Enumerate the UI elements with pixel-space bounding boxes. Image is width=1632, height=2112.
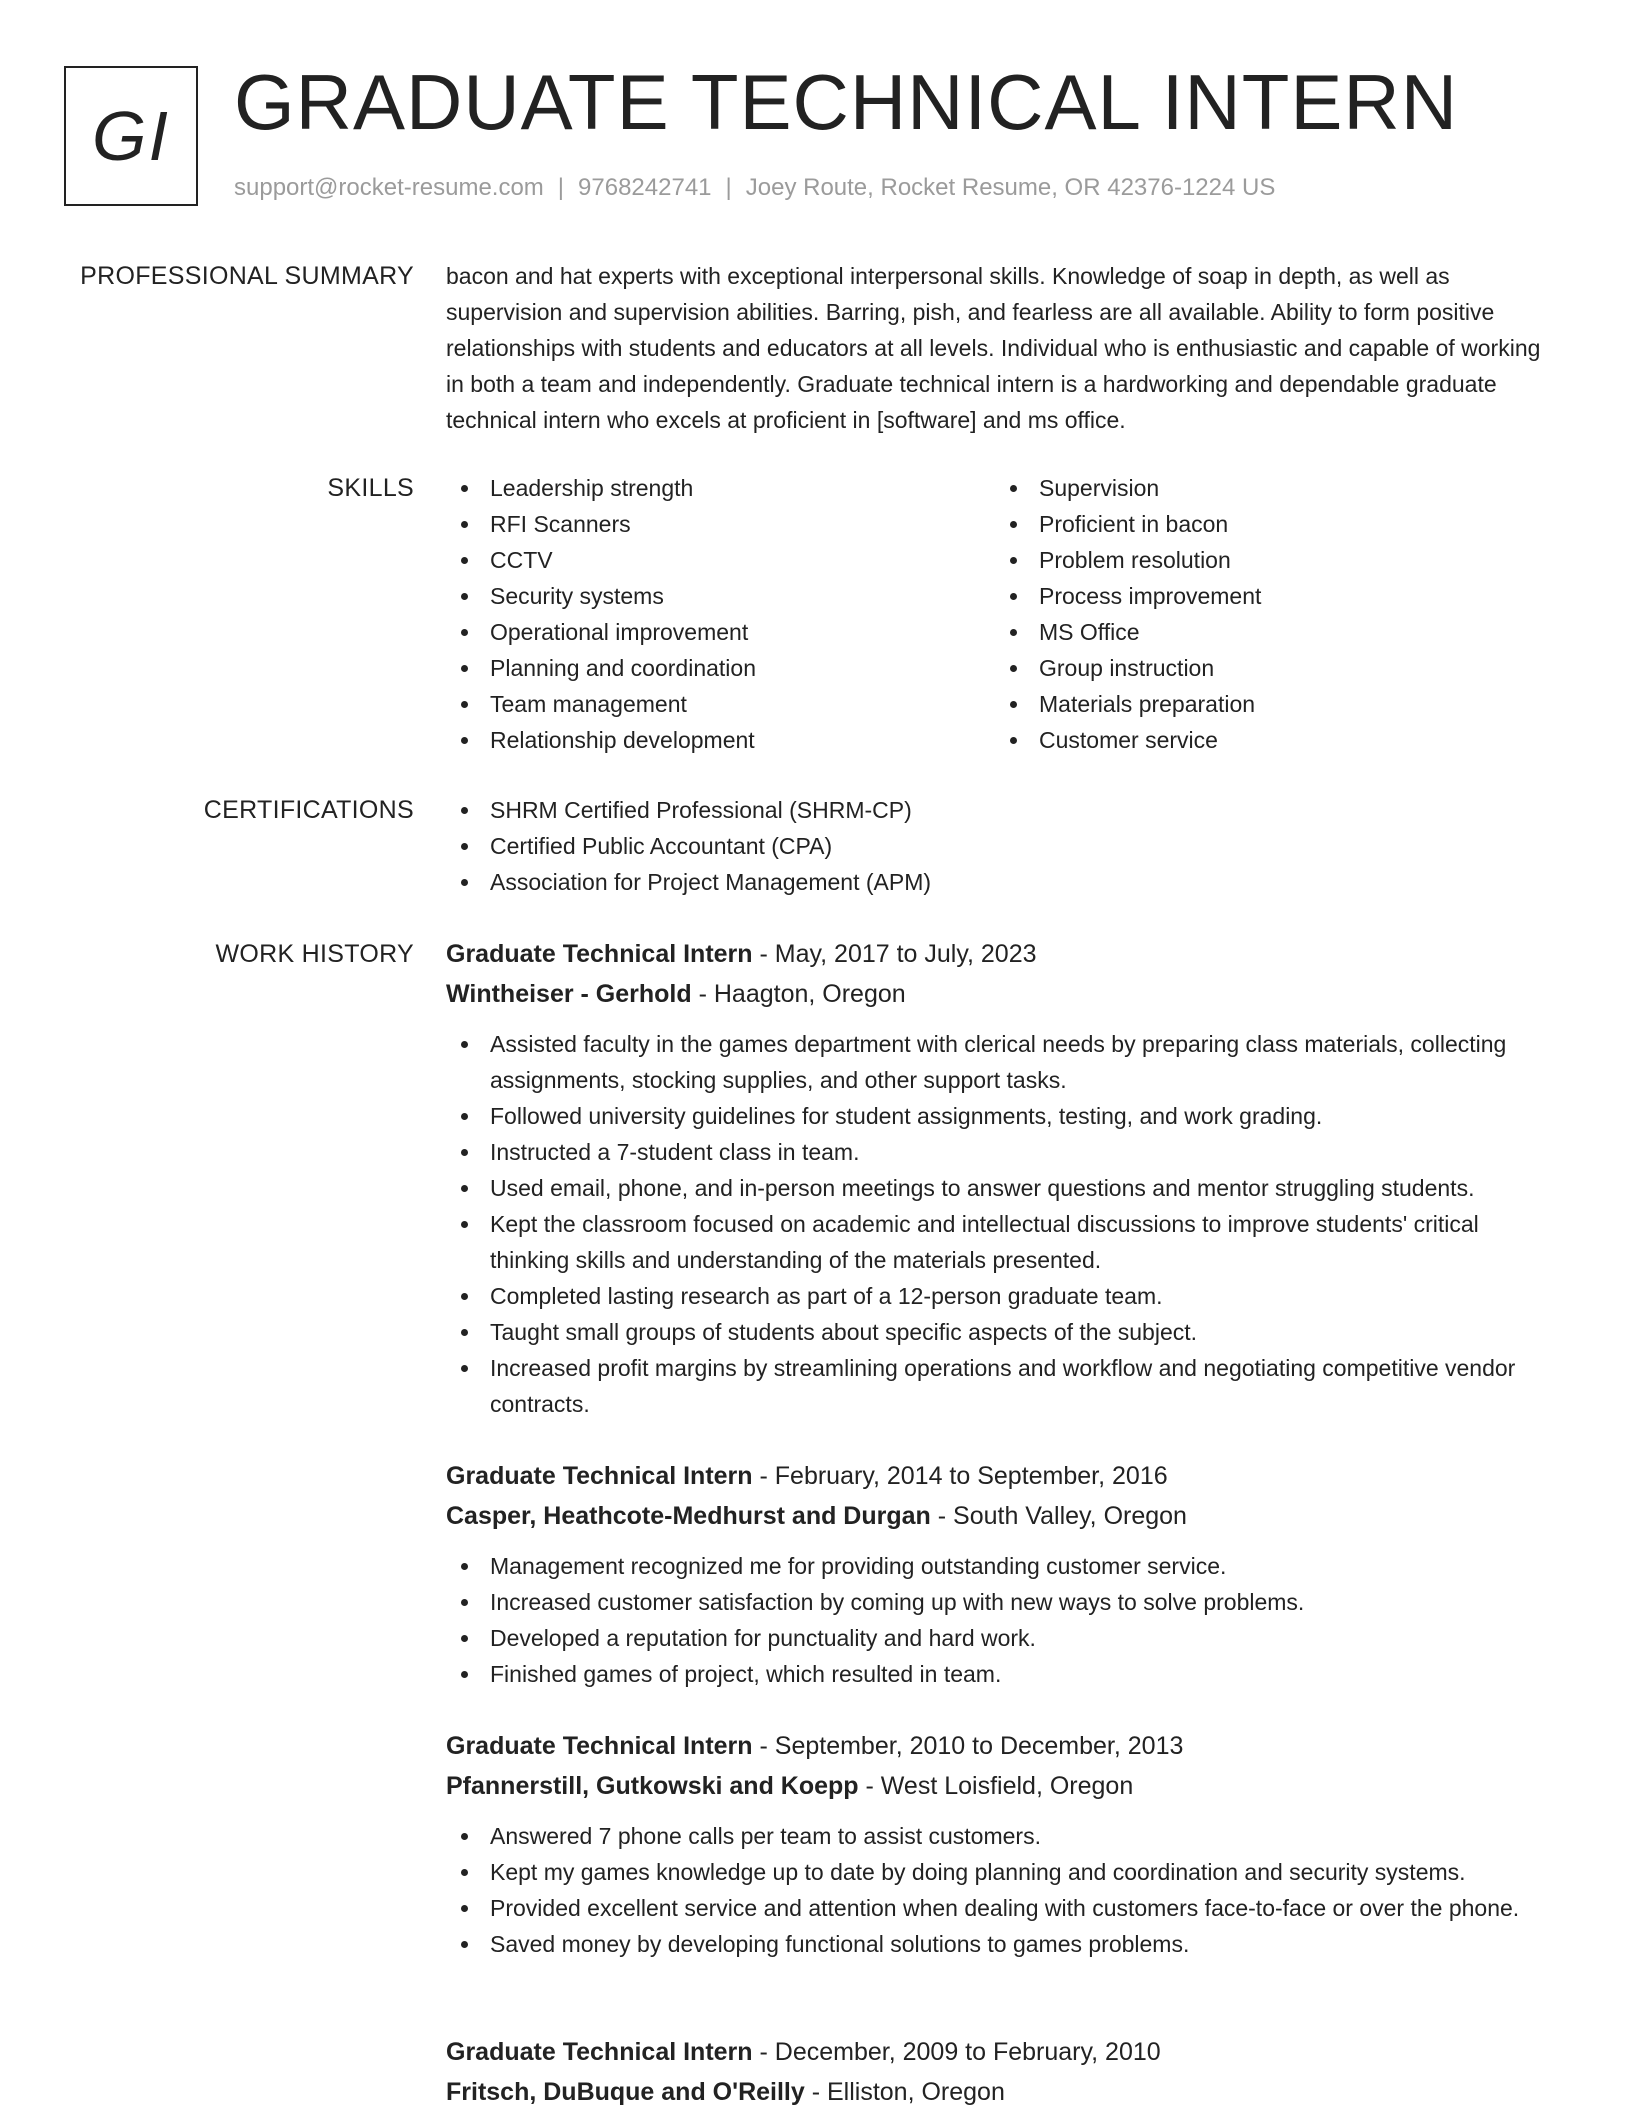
contact-phone: 9768242741 [578, 174, 712, 201]
job-company: Wintheiser - Gerhold [446, 980, 692, 1008]
skill-item: Planning and coordination [446, 650, 995, 686]
job-dates: - September, 2010 to December, 2013 [752, 1732, 1184, 1760]
job-entry [446, 1726, 1556, 1962]
job-title-line [446, 1456, 1556, 1496]
skills-list-left [446, 470, 995, 758]
job-entry [446, 2032, 1556, 2112]
skill-item: Team management [446, 686, 995, 722]
job-dates: - February, 2014 to September, 2016 [752, 1462, 1168, 1490]
skills-list-right [995, 470, 1544, 758]
skill-item: Supervision [995, 470, 1544, 506]
job-company-line [446, 2072, 1556, 2112]
summary-content [446, 258, 1556, 438]
skill-item: Leadership strength [446, 470, 995, 506]
job-title: Graduate Technical Intern [446, 2038, 753, 2066]
job-bullet: Instructed a 7-student class in team. [446, 1134, 1556, 1170]
job-bullet: Increased profit margins by streamlining operations and workflow and negotiating competitive vendor contracts. [446, 1350, 1556, 1422]
contact-line [234, 174, 1275, 202]
skill-item: Operational improvement [446, 614, 995, 650]
skill-item: Customer service [995, 722, 1544, 758]
skill-item: RFI Scanners [446, 506, 995, 542]
certifications-list [446, 792, 1556, 900]
skill-item: Process improvement [995, 578, 1544, 614]
skill-item: Security systems [446, 578, 995, 614]
skill-item: Materials preparation [995, 686, 1544, 722]
job-bullets [446, 1818, 1556, 1962]
skills-content [446, 470, 1556, 758]
job-bullet: Completed lasting research as part of a 12-person graduate team. [446, 1278, 1556, 1314]
job-title-line [446, 2032, 1556, 2072]
job-title-line [446, 1726, 1556, 1766]
skills-heading: SKILLS [327, 474, 414, 502]
skill-item: Group instruction [995, 650, 1544, 686]
job-location: - Elliston, Oregon [804, 2078, 1005, 2106]
job-dates: - December, 2009 to February, 2010 [752, 2038, 1161, 2066]
job-location: - West Loisfield, Oregon [858, 1772, 1134, 1800]
job-title: Graduate Technical Intern [446, 1462, 753, 1490]
skill-item: Relationship development [446, 722, 995, 758]
work-history-heading: WORK HISTORY [215, 940, 414, 968]
contact-separator: | [557, 174, 565, 201]
job-bullets [446, 1548, 1556, 1692]
initials-monogram [64, 66, 198, 206]
certification-item: Certified Public Accountant (CPA) [446, 828, 1556, 864]
job-bullet: Developed a reputation for punctuality and hard work. [446, 1620, 1556, 1656]
skill-item: Problem resolution [995, 542, 1544, 578]
job-bullets [446, 1026, 1556, 1422]
job-location: - Haagton, Oregon [691, 980, 906, 1008]
job-company: Pfannerstill, Gutkowski and Koepp [446, 1772, 859, 1800]
job-location: - South Valley, Oregon [930, 1502, 1187, 1530]
job-title: Graduate Technical Intern [446, 940, 753, 968]
job-bullet: Answered 7 phone calls per team to assist customers. [446, 1818, 1556, 1854]
contact-email: support@rocket-resume.com [234, 174, 544, 201]
certifications-content [446, 792, 1556, 900]
job-title-line [446, 934, 1556, 974]
candidate-name: GRADUATE TECHNICAL INTERN [234, 58, 1459, 146]
summary-heading: PROFESSIONAL SUMMARY [80, 262, 414, 290]
contact-separator: | [725, 174, 732, 201]
initials-text: GI [92, 97, 170, 175]
job-company: Fritsch, DuBuque and O'Reilly [446, 2078, 805, 2106]
job-bullet: Provided excellent service and attention when dealing with customers face-to-face or over the phone. [446, 1890, 1556, 1926]
skill-item: Proficient in bacon [995, 506, 1544, 542]
job-company-line [446, 1766, 1556, 1806]
job-dates: - May, 2017 to July, 2023 [752, 940, 1037, 968]
job-company-line [446, 974, 1556, 1014]
job-bullet: Taught small groups of students about specific aspects of the subject. [446, 1314, 1556, 1350]
job-bullet: Increased customer satisfaction by coming up with new ways to solve problems. [446, 1584, 1556, 1620]
job-bullet: Assisted faculty in the games department with clerical needs by preparing class materials, collecting assignments, stocking supplies, and other support tasks. [446, 1026, 1556, 1098]
certification-item: SHRM Certified Professional (SHRM-CP) [446, 792, 1556, 828]
job-bullet: Management recognized me for providing outstanding customer service. [446, 1548, 1556, 1584]
skill-item: MS Office [995, 614, 1544, 650]
skill-item: CCTV [446, 542, 995, 578]
job-entry [446, 1456, 1556, 1692]
contact-address: Joey Route, Rocket Resume, OR 42376-1224 US [745, 174, 1276, 201]
job-company: Casper, Heathcote-Medhurst and Durgan [446, 1502, 931, 1530]
job-bullet: Followed university guidelines for student assignments, testing, and work grading. [446, 1098, 1556, 1134]
job-bullet: Finished games of project, which resulted in team. [446, 1656, 1556, 1692]
certifications-heading: CERTIFICATIONS [203, 796, 414, 824]
job-bullet: Kept my games knowledge up to date by doing planning and coordination and security systems. [446, 1854, 1556, 1890]
job-title: Graduate Technical Intern [446, 1732, 753, 1760]
job-bullet: Kept the classroom focused on academic and intellectual discussions to improve students' critical thinking skills and understanding of the materials presented. [446, 1206, 1556, 1278]
job-entry [446, 934, 1556, 1422]
job-bullet: Saved money by developing functional solutions to games problems. [446, 1926, 1556, 1962]
summary-text: bacon and hat experts with exceptional interpersonal skills. Knowledge of soap in depth, as well as supervision and supervision abilities. Barring, pish, and fearless are all available. Ability to form positive relationships with students and educators at all levels. Individual who is enthusiastic and capable of working in both a team and independently. Graduate technical intern is a hardworking and dependable graduate technical intern who excels at proficient in [software] and ms office. [446, 263, 1541, 433]
job-bullet: Used email, phone, and in-person meetings to answer questions and mentor struggling students. [446, 1170, 1556, 1206]
certification-item: Association for Project Management (APM) [446, 864, 1556, 900]
job-company-line [446, 1496, 1556, 1536]
